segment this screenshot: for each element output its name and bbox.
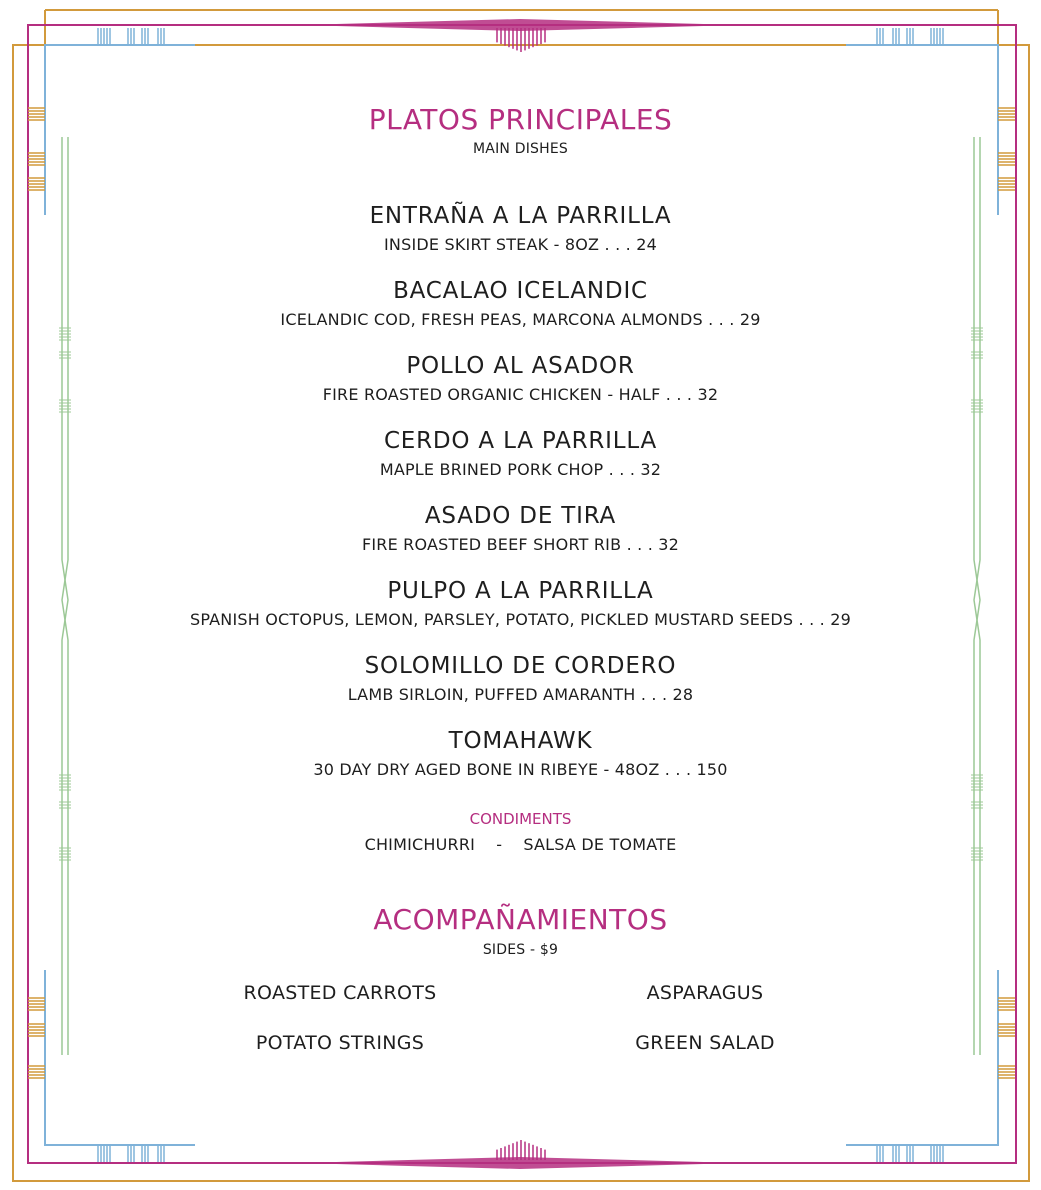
dish-description: LAMB SIRLOIN, PUFFED AMARANTH . . . 28 xyxy=(347,685,694,704)
dish-name: CERDO A LA PARRILLA xyxy=(383,428,658,454)
main-section-subtitle: MAIN DISHES xyxy=(473,141,568,157)
sides-section-title: ACOMPAÑAMIENTOS xyxy=(373,903,668,936)
side-item: ASPARAGUS xyxy=(646,982,764,1004)
dish-description: SPANISH OCTOPUS, LEMON, PARSLEY, POTATO, PICKLED MUSTARD SEEDS . . . 29 xyxy=(189,610,852,629)
dish-name: SOLOMILLO DE CORDERO xyxy=(364,653,677,679)
side-item: GREEN SALAD xyxy=(635,1032,775,1054)
dish-description: ICELANDIC COD, FRESH PEAS, MARCONA ALMONDS . . . 29 xyxy=(280,310,761,329)
dish-description: MAPLE BRINED PORK CHOP . . . 32 xyxy=(379,460,662,479)
dish-name: POLLO AL ASADOR xyxy=(406,353,635,379)
dish-name: ENTRAÑA A LA PARRILLA xyxy=(369,203,672,229)
dish-description: FIRE ROASTED BEEF SHORT RIB . . . 32 xyxy=(361,535,680,554)
condiments-title: CONDIMENTS xyxy=(469,810,572,828)
condiments-list: CHIMICHURRI - SALSA DE TOMATE xyxy=(364,835,677,854)
side-item: POTATO STRINGS xyxy=(255,1032,425,1054)
dish-name: TOMAHAWK xyxy=(448,728,593,754)
dish-description: 30 DAY DRY AGED BONE IN RIBEYE - 48OZ . . . 150 xyxy=(313,760,728,779)
dish-description: INSIDE SKIRT STEAK - 8OZ . . . 24 xyxy=(384,235,657,254)
dish-description: FIRE ROASTED ORGANIC CHICKEN - HALF . . . 32 xyxy=(322,385,719,404)
side-item: ROASTED CARROTS xyxy=(243,982,437,1004)
dish-name: ASADO DE TIRA xyxy=(424,503,617,529)
dish-name: BACALAO ICELANDIC xyxy=(393,278,648,304)
main-section-title: PLATOS PRINCIPALES xyxy=(368,103,673,136)
sides-section-subtitle: SIDES - $9 xyxy=(482,942,559,958)
dish-name: PULPO A LA PARRILLA xyxy=(387,578,654,604)
